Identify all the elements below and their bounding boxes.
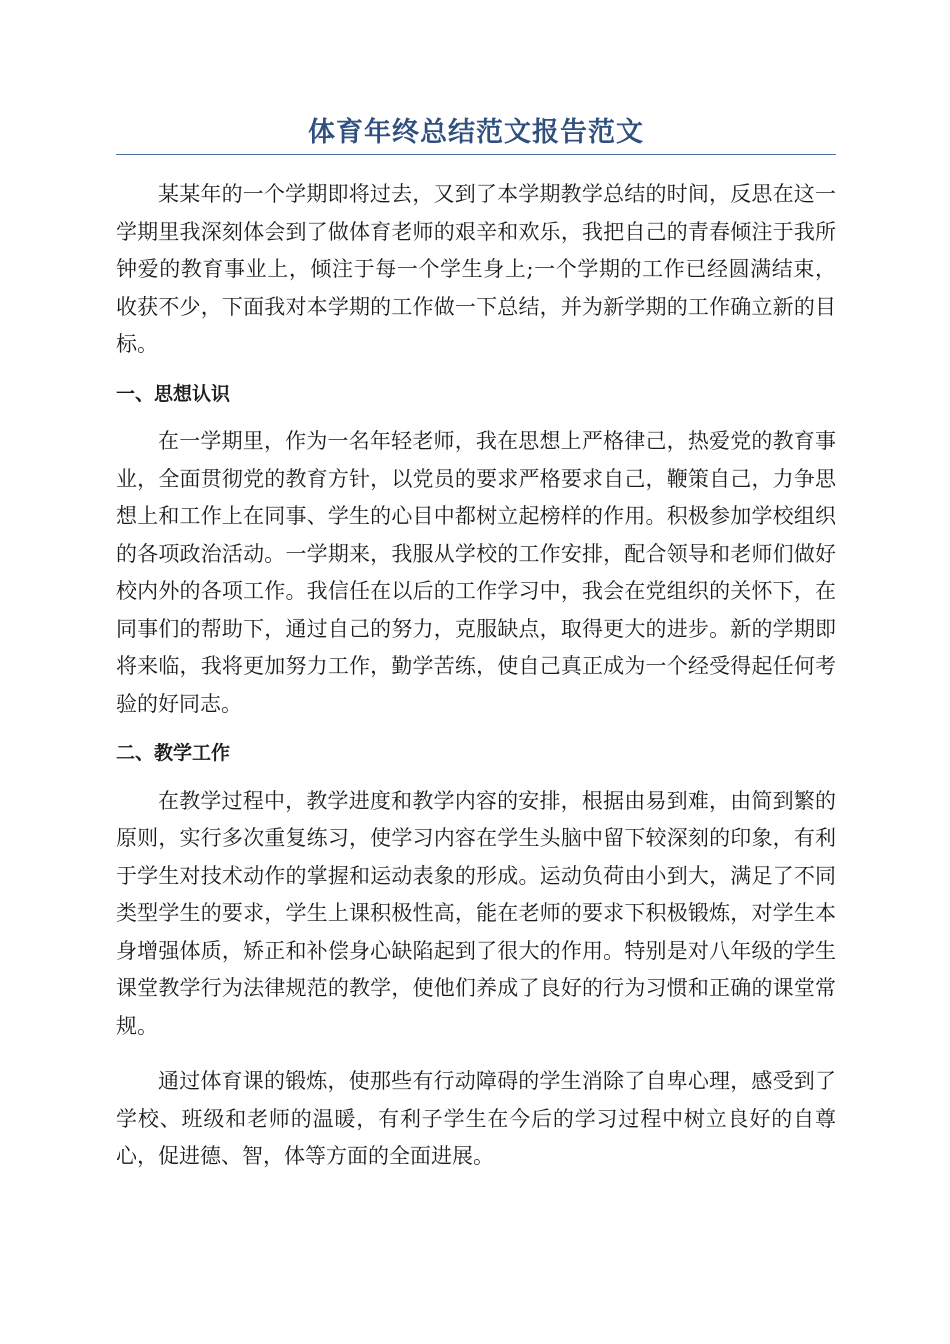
section-heading-thought: 一、思想认识: [116, 382, 231, 405]
intro-paragraph: 某某年的一个学期即将过去，又到了本学期教学总结的时间，反思在这一学期里我深刻体会到了做体育老师的艰辛和欢乐，我把自己的青春倾注于我所钟爱的教育事业上，倾注于每一个学生身上;一个学期的工作已经圆满结束，收获不少，下面我对本学期的工作做一下总结，并为新学期的工作确立新的目标。: [116, 182, 836, 356]
document-page: [116, 112, 836, 1176]
title-underline: [116, 154, 836, 155]
section-paragraph-thought: 在一学期里，作为一名年轻老师，我在思想上严格律己，热爱党的教育事业，全面贯彻党的教育方针，以党员的要求严格要求自己，鞭策自己，力争思想上和工作上在同事、学生的心目中都树立起榜样的作用。积极参加学校组织的各项政治活动。一学期来，我服从学校的工作安排，配合领导和老师们做好校内外的各项工作。我信任在以后的工作学习中，我会在党组织的关怀下，在同事们的帮助下，通过自己的努力，克服缺点，取得更大的进步。新的学期即将来临，我将更加努力工作，勤学苦练，使自己真正成为一个经受得起任何考验的好同志。: [116, 429, 836, 716]
section-paragraph-teaching-2: 通过体育课的锻炼，使那些有行动障碍的学生消除了自卑心理，感受到了学校、班级和老师的温暖，有利子学生在今后的学习过程中树立良好的自尊心，促进德、智，体等方面的全面进展。: [116, 1069, 836, 1168]
section-heading-teaching: 二、教学工作: [116, 742, 231, 764]
document-title: 体育年终总结范文报告范文: [308, 117, 644, 148]
section-paragraph-teaching-1: 在教学过程中，教学进度和教学内容的安排，根据由易到难，由简到繁的原则，实行多次重复练习，使学习内容在学生头脑中留下较深刻的印象，有利于学生对技术动作的掌握和运动表象的形成。运动负荷由小到大，满足了不同类型学生的要求，学生上课积极性高，能在老师的要求下积极锻炼，对学生本身增强体质，矫正和补偿身心缺陷起到了很大的作用。特别是对八年级的学生课堂教学行为法律规范的教学，使他们养成了良好的行为习惯和正确的课堂常规。: [116, 788, 836, 1038]
